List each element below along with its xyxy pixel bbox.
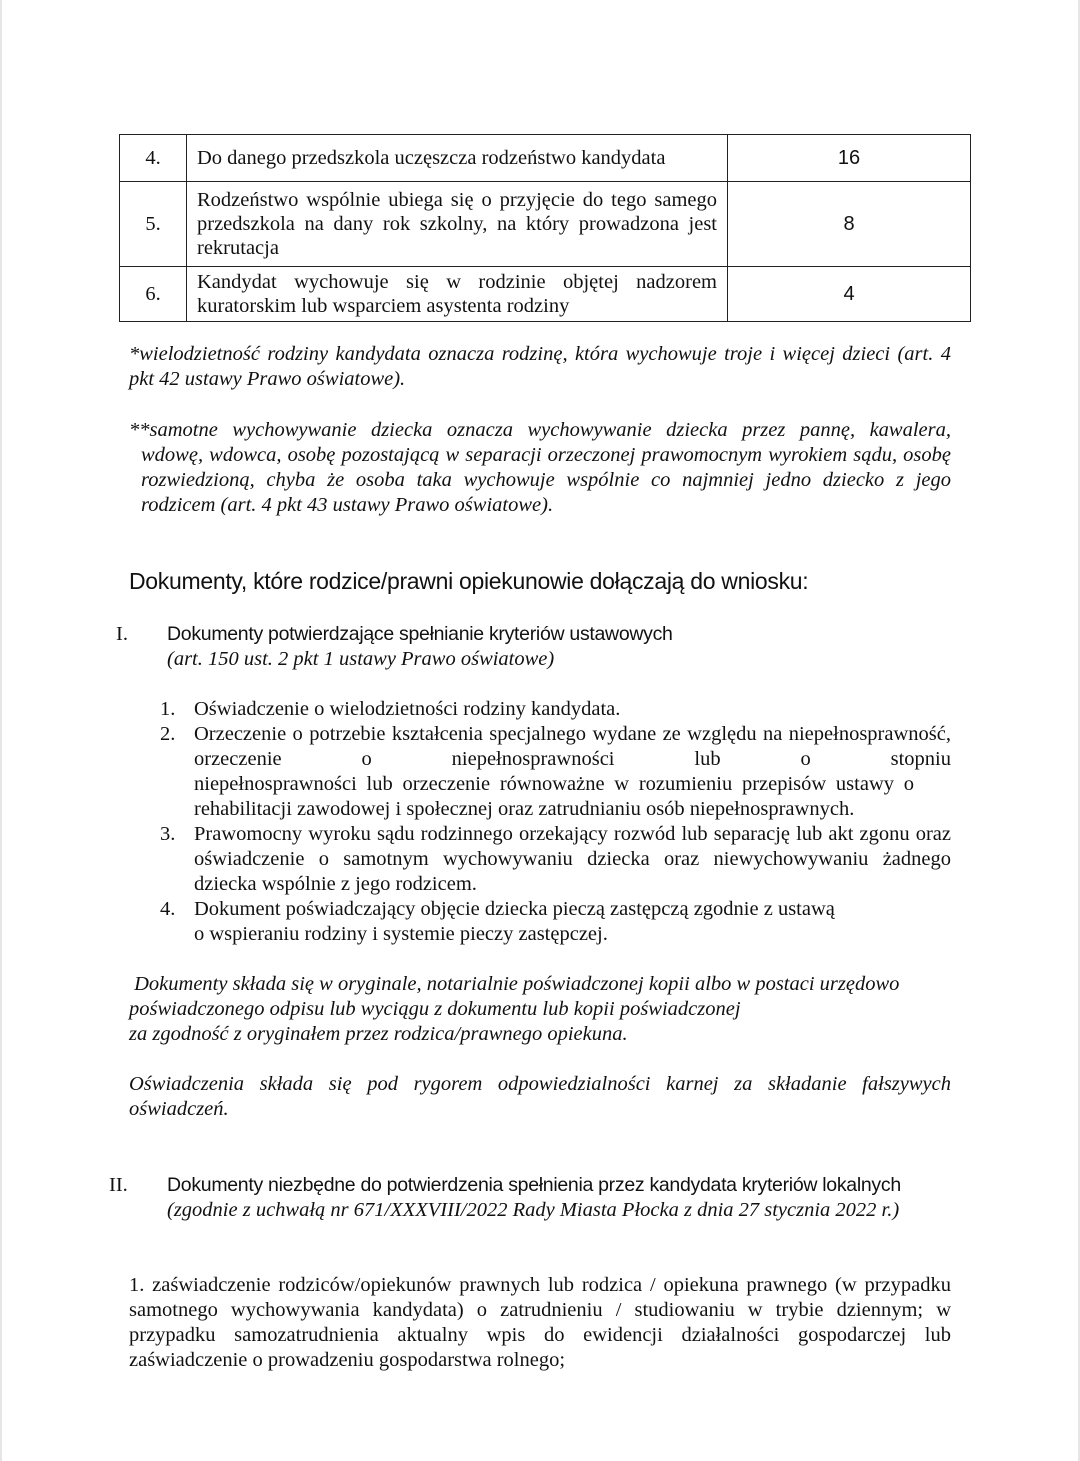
section1-title: Dokumenty potwierdzające spełnianie kryteriów ustawowych [167,623,673,645]
row-description: Kandydat wychowuje się w rodzinie objętej nadzorem kuratorskim lub wsparciem asystenta rodziny [187,267,728,322]
section2-numeral: II. [109,1174,128,1196]
list-item [160,697,951,722]
documents-note-line1: Dokumenty składa się w oryginale, notarialnie poświadczonej kopii albo w postaci urzędowo [129,973,900,995]
row-description: Do danego przedszkola uczęszcza rodzeństwo kandydata [187,135,728,182]
documents-note-line2: poświadczonego odpisu lub wyciągu z dokumentu lub kopii poświadczonej [129,998,741,1020]
row-points: 8 [728,182,971,267]
list-item [160,897,951,947]
list-item-number: 3. [160,823,176,845]
table-row [120,182,971,267]
section1-subtitle: (art. 150 ust. 2 pkt 1 ustawy Prawo oświatowe) [167,648,555,670]
row-points: 16 [728,135,971,182]
list-item-number: 2. [160,723,176,745]
row-number: 5. [120,182,187,267]
section1-document-list [160,697,951,947]
documents-note-line3: za zgodność z oryginałem przez rodzica/prawnego opiekuna. [129,1023,628,1045]
list-item-text-continued: niepełnosprawności lub orzeczenie równoważne w rozumieniu przepisów ustawy o rehabilitacji zawodowej i społecznej oraz zatrudnianiu osób niepełnosprawnych. [194,773,914,820]
footnote-single-parent-first: **samotne wychowywanie dziecka oznacza wychowywanie dziecka przez pannę, kawalera, [129,419,951,441]
row-number: 6. [120,267,187,322]
footnote-single-parent-rest: wdowę, wdowca, osobę pozostającą w separacji orzeczonej prawomocnym wyrokiem sądu, osobę rozwiedzioną, chyba że osoba taka wychowuje wspólnie co najmniej jedno dziecko z jego rodzicem (art. 4 pkt 43 ustawy Prawo oświatowe). [141,444,951,516]
list-item-number: 1. [160,698,176,720]
list-item [160,822,951,897]
list-item-text: Orzeczenie o potrzebie kształcenia specjalnego wydane ze względu na niepełnosprawność, orzeczenie o niepełnosprawności lub o stopniu [194,723,951,770]
list-item-number: 4. [160,898,176,920]
list-item-text-continued: o wspieraniu rodziny i systemie pieczy zastępczej. [194,923,608,945]
table-row [120,267,971,322]
section2-subtitle: (zgodnie z uchwałą nr 671/XXXVIII/2022 Rady Miasta Płocka z dnia 27 stycznia 2022 r.) [167,1199,900,1221]
table-row [120,135,971,182]
section1-numeral: I. [116,623,128,645]
statements-note: Oświadczenia składa się pod rygorem odpowiedzialności karnej za składanie fałszywych oświadczeń. [129,1073,951,1120]
row-points: 4 [728,267,971,322]
row-number: 4. [120,135,187,182]
section2-title: Dokumenty niezbędne do potwierdzenia spełnienia przez kandydata kryteriów lokalnych [167,1174,901,1196]
list-item [160,722,951,822]
footnote-large-family: *wielodzietność rodziny kandydata oznacza rodzinę, która wychowuje troje i więcej dzieci (art. 4 pkt 42 ustawy Prawo oświatowe). [129,343,951,390]
list-item-text: Oświadczenie o wielodzietności rodziny kandydata. [194,698,621,720]
criteria-table [119,134,971,322]
list-item-text: Prawomocny wyroku sądu rodzinnego orzekający rozwód lub separację lub akt zgonu oraz oświadczenie o samotnym wychowywaniu dziecka oraz niewychowywaniu żadnego dziecka wspólnie z jego rodzicem. [194,823,951,895]
list-item-text: Dokument poświadczający objęcie dziecka pieczą zastępczą zgodnie z ustawą [194,898,835,920]
row-description: Rodzeństwo wspólnie ubiega się o przyjęcie do tego samego przedszkola na dany rok szkolny, na który prowadzona jest rekrutacja [187,182,728,267]
main-heading: Dokumenty, które rodzice/prawni opiekunowie dołączają do wniosku: [129,568,809,594]
section2-item-1: 1. zaświadczenie rodziców/opiekunów prawnych lub rodzica / opiekuna prawnego (w przypadku samotnego wychowywania kandydata) o zatrudnieniu / studiowaniu w trybie dziennym; w przypadku samozatrudnienia aktualny wpis do ewidencji działalności gospodarczej lub zaświadczenie o prowadzeniu gospodarstwa rolnego; [129,1274,951,1371]
